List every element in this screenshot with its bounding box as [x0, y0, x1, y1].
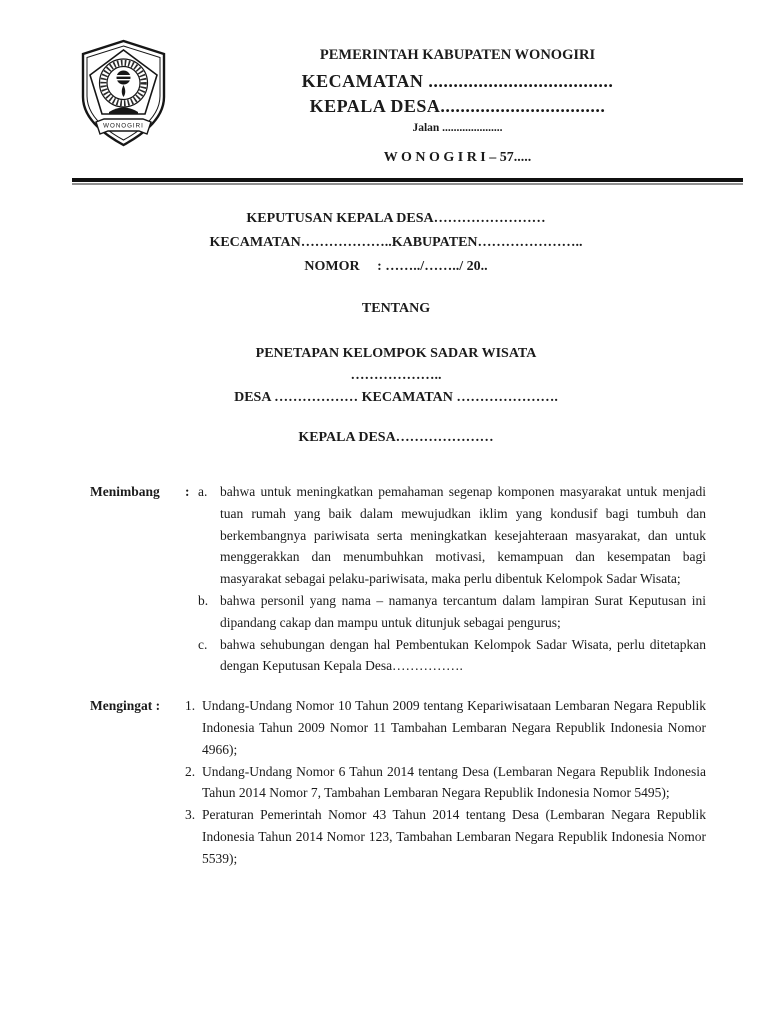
decree-title-block	[90, 207, 702, 449]
subject-line1: PENETAPAN KELOMPOK SADAR WISATA	[255, 346, 537, 361]
city-postal-line: W O N O G I R I – 57.....	[383, 150, 532, 165]
mengingat-content	[185, 695, 706, 869]
subject-line2: ………………..	[350, 368, 442, 383]
letterhead-text	[172, 37, 743, 166]
menimbang-content	[185, 481, 706, 677]
kepala-desa-heading: KEPALA DESA…………………	[298, 430, 494, 445]
consideration-item-a	[185, 481, 706, 590]
kepala-desa-line: KEPALA DESA.................................	[309, 96, 606, 116]
mengingat-label: Mengingat :	[90, 698, 161, 714]
letterhead	[72, 37, 743, 178]
consideration-item-c	[185, 634, 706, 678]
menimbang-section	[90, 481, 706, 677]
decree-subject	[90, 343, 702, 409]
item-text: Undang-Undang Nomor 6 Tahun 2014 tentang Desa (Lembaran Negara Republik Indonesia Tahun 2014 Nomor 7, Tambahan Lembaran Negara Republik Indonesia Nomor 5495);	[202, 763, 706, 801]
item-marker: 1.	[185, 698, 196, 714]
legal-basis-item-1	[185, 695, 706, 760]
item-text: bahwa personil yang nama – namanya tercantum dalam lampiran Surat Keputusan ini dipandang cakap dan mampu untuk ditunjuk sebagai pengurus;	[220, 592, 706, 630]
item-text: bahwa untuk meningkatkan pemahaman segenap komponen masyarakat untuk menjadi tuan rumah yang baik dalam mewujudkan iklim yang kondusif bagi tumbuh dan berkembangnya pariwisata serta meningkatkan kesejahteraan masyarakat, dan untuk menggerakkan dan menumbuhkan motivasi, kemampuan dan kesempatan bagi masyarakat sebagai pelaku-pariwisata, maka perlu dibentuk Kelompok Sadar Wisata;	[220, 484, 706, 587]
subject-line3: DESA ……………… KECAMATAN ………………….	[234, 390, 558, 405]
legal-basis-item-3	[185, 804, 706, 869]
decree-title-line2: KECAMATAN………………..KABUPATEN…………………..	[209, 235, 583, 250]
item-marker: 3.	[185, 807, 196, 823]
menimbang-label: Menimbang	[90, 484, 160, 499]
letterhead-divider	[72, 178, 743, 185]
street-line: Jalan .....................	[412, 122, 503, 134]
consideration-item-b	[185, 590, 706, 634]
item-marker: 2.	[185, 763, 196, 779]
item-text: bahwa sehubungan dengan hal Pembentukan Kelompok Sadar Wisata, perlu ditetapkan dengan Keputusan Kepala Desa…………….	[220, 636, 706, 674]
menimbang-colon: :	[185, 484, 190, 499]
item-text: Undang-Undang Nomor 10 Tahun 2009 tentang Kepariwisataan Lembaran Negara Republik Indonesia Tahun 2009 Nomor 11 Tambahan Lembaran Negara Republik Indonesia Nomor 4966);	[202, 698, 706, 757]
legal-basis-item-2	[185, 761, 706, 805]
mengingat-section	[90, 695, 706, 869]
item-marker: a.	[198, 484, 208, 499]
decree-title-line1: KEPUTUSAN KEPALA DESA……………………	[246, 211, 546, 226]
item-marker: c.	[198, 636, 208, 652]
item-text: Peraturan Pemerintah Nomor 43 Tahun 2014 tentang Desa (Lembaran Negara Republik Indonesia Tahun 2014 Nomor 123, Tambahan Lembaran Negara Republik Indonesia Nomor 5539);	[202, 807, 706, 866]
government-name: PEMERINTAH KABUPATEN WONOGIRI	[319, 47, 596, 63]
decree-number-line: NOMOR : ……../……../ 20..	[304, 259, 488, 274]
wonogiri-regency-seal-icon	[76, 37, 171, 149]
seal-ribbon-text: WONOGIRI	[103, 122, 144, 130]
item-marker: b.	[198, 592, 209, 608]
tentang-heading: TENTANG	[361, 301, 431, 316]
kecamatan-line: KECAMATAN .....................................	[301, 71, 614, 91]
